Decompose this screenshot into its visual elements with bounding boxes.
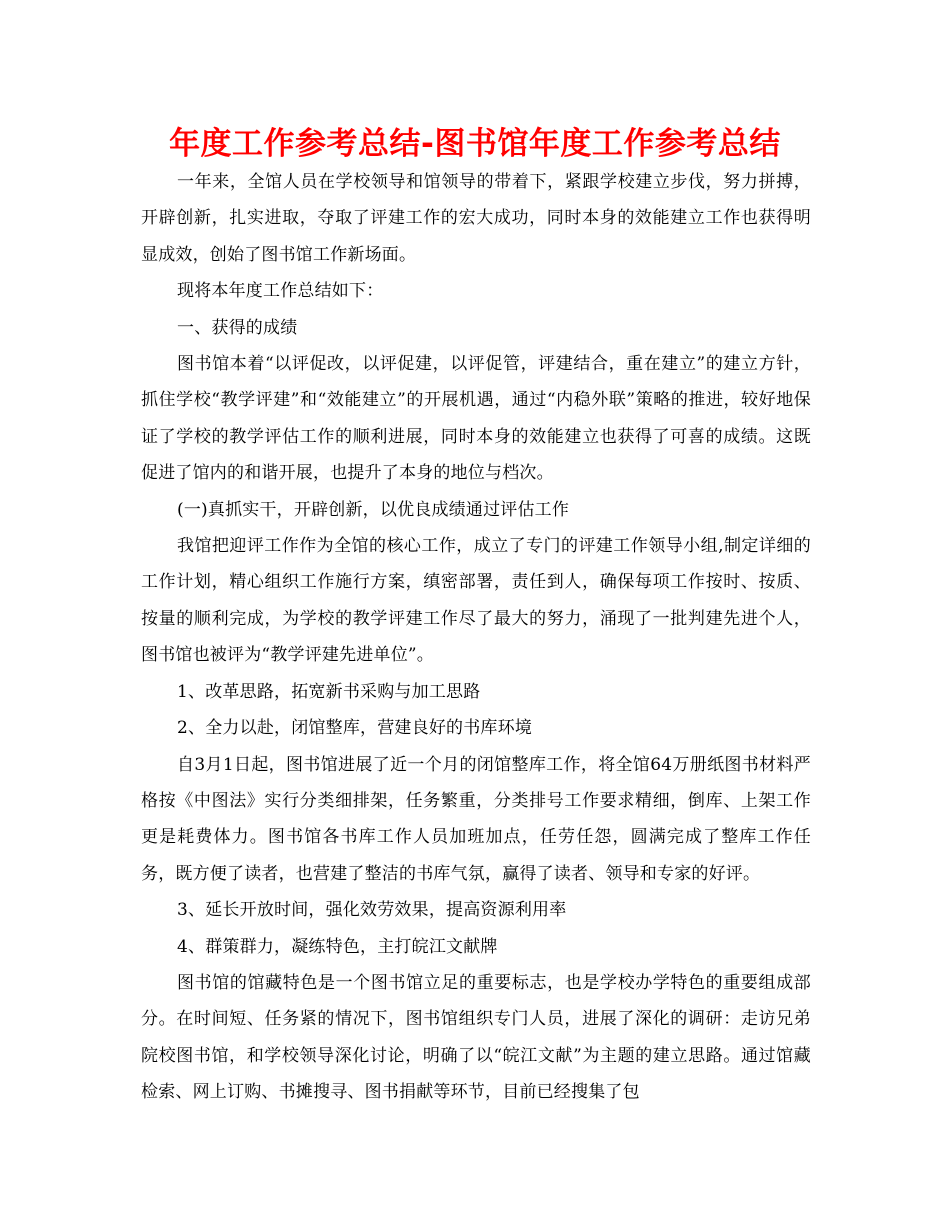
paragraph: 图书馆本着“以评促改，以评促建，以评促管，评建结合，重在建立”的建立方针，抓住学校“教学评建”和“效能建立”的开展机遇，通过“内稳外联”策略的推进，较好地保证了学校的教学评估工作的顺利进展，同时本身的效能建立也获得了可喜的成绩。这既促进了馆内的和谐开展，也提升了本身的地位与档次。 bbox=[141, 354, 811, 484]
paragraph: 现将本年度工作总结如下： bbox=[177, 281, 384, 302]
list-item: 4、群策群力，凝练特色，主打皖江文献牌 bbox=[177, 936, 498, 957]
document-body bbox=[141, 164, 811, 1111]
paragraph: 我馆把迎评工作作为全馆的核心工作，成立了专门的评建工作领导小组,制定详细的工作计划，精心组织工作施行方案，缜密部署，责任到人，确保每项工作按时、按质、按量的顺利完成，为学校的教学评建工作尽了最大的努力，涌现了一批判建先进个人，图书馆也被评为“教学评建先进单位”。 bbox=[141, 536, 811, 666]
subsection-heading: (一)真抓实干，开辟创新，以优良成绩通过评估工作 bbox=[177, 499, 570, 520]
section-heading: 一、获得的成绩 bbox=[177, 317, 298, 338]
list-item: 2、全力以赴，闭馆整库，营建良好的书库环境 bbox=[177, 718, 533, 739]
list-item: 1、改革思路，拓宽新书采购与加工思路 bbox=[177, 681, 481, 702]
paragraph: 图书馆的馆藏特色是一个图书馆立足的重要标志，也是学校办学特色的重要组成部分。在时间短、任务紧的情况下，图书馆组织专门人员，进展了深化的调研：走访兄弟院校图书馆，和学校领导深化讨论，明确了以“皖江文献”为主题的建立思路。通过馆藏检索、网上订购、书摊搜寻、图书捐献等环节，目前已经搜集了包 bbox=[141, 972, 811, 1103]
paragraph: 自3月1日起，图书馆进展了近一个月的闭馆整库工作，将全馆64万册纸图书材料严格按《中图法》实行分类细排架，任务繁重，分类排号工作要求精细，倒库、上架工作更是耗费体力。图书馆各书库工作人员加班加点，任劳任怨，圆满完成了整库工作任务，既方便了读者，也营建了整洁的书库气氛，赢得了读者、领导和专家的好评。 bbox=[141, 754, 811, 884]
document-title: 年度工作参考总结-图书馆年度工作参考总结 bbox=[169, 126, 781, 162]
paragraph: 一年来，全馆人员在学校领导和馆领导的带着下，紧跟学校建立步伐，努力拼搏，开辟创新，扎实进取，夺取了评建工作的宏大成功，同时本身的效能建立工作也获得明显成效，创始了图书馆工作新场面。 bbox=[141, 172, 811, 265]
list-item: 3、延长开放时间，强化效劳效果，提高资源利用率 bbox=[177, 900, 567, 921]
